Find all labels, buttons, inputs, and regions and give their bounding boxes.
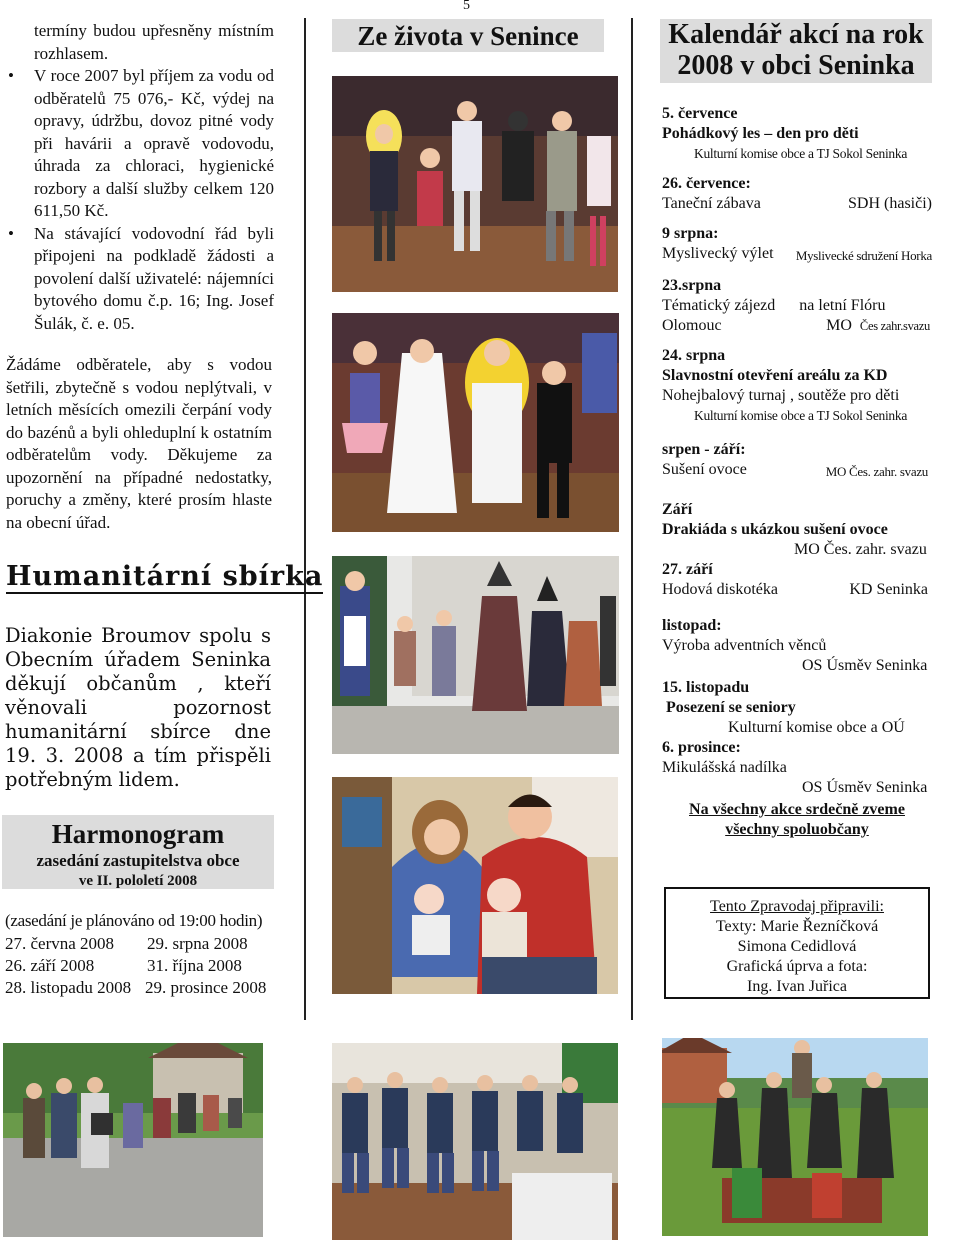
bullet-continuation: termíny budou upřesněny místním rozhlasem.: [34, 21, 274, 63]
harmonogram-subtitle: ve II. pololetí 2008: [78, 873, 198, 889]
bullet-icon: •: [8, 66, 14, 85]
event-item: 5. července Pohádkový les – den pro děti Kulturní komise obce a TJ Sokol Seninka: [662, 105, 908, 161]
life-section-title: Ze života v Senince: [332, 19, 604, 52]
invitation-line: Na všechny akce srdečně zveme: [689, 801, 905, 818]
date-row: 27. června 2008 29. srpna 2008: [5, 934, 248, 953]
event-item: 6. prosince: Mikulášská nadílka OS Úsměv Seninka: [662, 739, 928, 796]
harmonogram-subtitle: zasedání zastupitelstva obce: [36, 851, 240, 870]
photo-senior-gathering: [332, 1043, 618, 1240]
event-item: srpen - září: Sušení ovoce MO Čes. zahr. svazu: [662, 441, 928, 479]
photo-witches-outdoors: [332, 556, 619, 754]
event-item: 24. srpna Slavnostní otevření areálu za KD Nohejbalový turnaj , soutěže pro děti Kulturní komise obce a TJ Sokol Seninka: [662, 347, 908, 423]
column-divider: [631, 18, 633, 1020]
photo-dancing-children: [332, 313, 619, 532]
humanitarian-heading: Humanitární sbírka: [6, 561, 324, 592]
credits-box: Tento Zpravodaj připravili: Texty: Marie Řezníčková Simona Cedidlová Grafická úprva a fota: Ing. Ivan Juřica: [664, 887, 930, 999]
photo-children-costumes: [332, 76, 618, 292]
harmonogram-title: Harmonogram: [51, 819, 225, 849]
event-item: 26. července: Taneční zábava SDH (hasiči): [662, 175, 932, 212]
harmonogram-note: (zasedání je plánováno od 19:00 hodin): [5, 911, 263, 930]
date-row: 28. listopadu 2008 29. prosince 2008: [5, 978, 267, 997]
bullet-item: • Na stávající vodovodní řád byli připojeni na podkladě žádosti a povolení další uživatelé: nájemníci bytového domu č.p. 16; Ing. Josef Šulák, č. e. 05.: [8, 223, 274, 333]
water-bullet-list: [8, 20, 274, 335]
page-number: 5: [463, 0, 470, 13]
harmonogram-box: [2, 815, 274, 889]
date-row: 26. září 2008 31. října 2008: [5, 956, 242, 975]
event-item: listopad: Výroba adventních věnců OS Úsměv Seninka: [662, 617, 928, 674]
water-appeal-paragraph: Žádáme odběratele, aby s vodou šetřili, zbytečně s vodou neplýtvali, v letních měsících omezili čerpání vody do bazénů a byli ohleduplní k ostatním odběratelům vody. Děkujeme za upozornění na případné nedostatky, poruchy a změny, které prosím hlaste na obecní úřad.: [6, 355, 272, 532]
photo-witches-group: [662, 1038, 928, 1236]
photo-village-parade: [3, 1043, 263, 1237]
events-calendar: [662, 104, 932, 840]
event-item: Září Drakiáda s ukázkou sušení ovoce MO Čes. zahr. svazu: [662, 501, 927, 558]
photo-parents-babies: [332, 777, 618, 994]
calendar-title: Kalendář akcí na rok 2008 v obci Seninka: [660, 19, 932, 83]
event-item: 9 srpna: Myslivecký výlet Myslivecké sdružení Horka: [662, 225, 932, 263]
invitation-line: všechny spoluobčany: [725, 821, 869, 838]
bullet-item: • V roce 2007 byl příjem za vodu od odběratelů 75 076,- Kč, výdej na opravy, údržbu, dovoz pitné vody při havárii a opravě vodovodu, úhrada za chloraci, hygienické rozbory a další služby celkem 120 611,50 Kč.: [8, 66, 274, 220]
event-item: 15. listopadu Posezení se seniory Kulturní komise obce a OÚ: [662, 679, 905, 736]
event-item: 27. září Hodová diskotéka KD Seninka: [662, 561, 928, 598]
meeting-dates: [5, 933, 267, 999]
bullet-icon: •: [8, 223, 14, 243]
event-item: 23.srpna Tématický zájezd na letní Flóru Olomouc MO Čes zahr.svazu: [662, 277, 930, 334]
credits-title: Tento Zpravodaj připravili:: [710, 898, 884, 915]
column-divider: [304, 18, 306, 1020]
humanitarian-paragraph: Diakonie Broumov spolu s Obecním úřadem Seninka děkují občanům , kteří věnovali pozornost humanitární sbírce dne 19. 3. 2008 a tím přispěli potřebným lidem.: [5, 624, 271, 791]
